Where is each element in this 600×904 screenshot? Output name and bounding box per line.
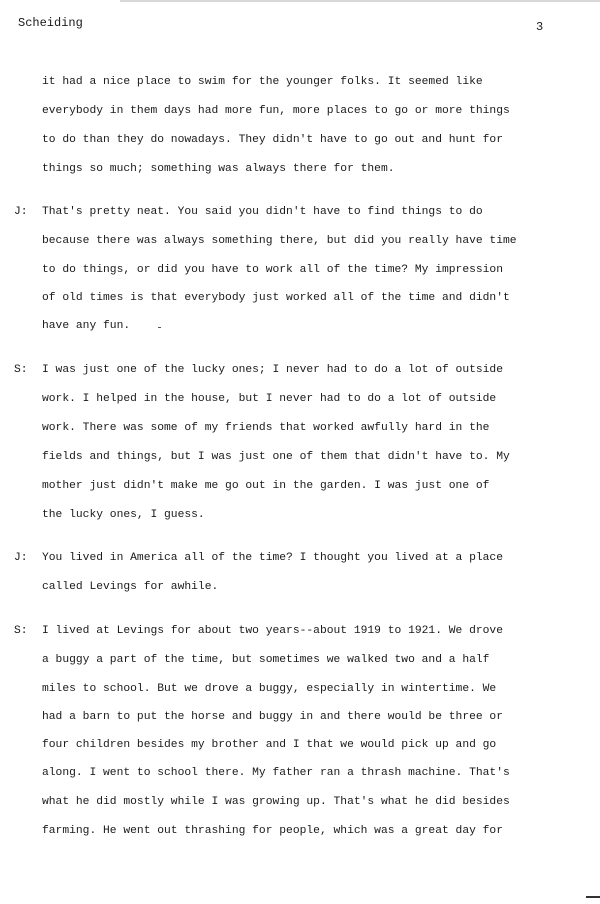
text-line: You lived in America all of the time? I thought you lived at a place [42,552,503,564]
text-line: I lived at Levings for about two years--about 1919 to 1921. We drove [42,625,503,637]
text-line: have any fun. [42,320,131,332]
text-line: That's pretty neat. You said you didn't have to find things to do [42,206,483,218]
text-line: because there was always something there, but did you really have time [42,235,517,247]
speaker-label: J: [14,552,28,564]
text-line: work. There was some of my friends that worked awfully hard in the [42,422,490,434]
scan-top-edge [120,0,600,2]
text-line: things so much; something was always there for them. [42,163,395,175]
text-line: what he did mostly while I was growing up. That's what he did besides [42,796,510,808]
text-line: to do than they do nowadays. They didn't have to go out and hunt for [42,134,503,146]
text-line: work. I helped in the house, but I never had to do a lot of outside [42,393,497,405]
text-line: to do things, or did you have to work all of the time? My impression [42,264,503,276]
text-line: farming. He went out thrashing for people, which was a great day for [42,825,503,837]
text-line: called Levings for awhile. [42,581,219,593]
text-line: I was just one of the lucky ones; I never had to do a lot of outside [42,364,503,376]
text-line: it had a nice place to swim for the younger folks. It seemed like [42,76,483,88]
scan-speck [158,327,161,328]
header-name: Scheiding [18,16,83,30]
text-line: everybody in them days had more fun, more places to go or more things [42,105,510,117]
text-line: fields and things, but I was just one of them that didn't have to. My [42,451,510,463]
text-line: mother just didn't make me go out in the garden. I was just one of [42,480,490,492]
text-line: along. I went to school there. My father ran a thrash machine. That's [42,767,510,779]
text-line: the lucky ones, I guess. [42,509,205,521]
text-line: a buggy a part of the time, but sometimes we walked two and a half [42,654,490,666]
speaker-label: S: [14,625,28,637]
speaker-label: J: [14,206,28,218]
text-line: had a barn to put the horse and buggy in and there would be three or [42,711,503,723]
scan-edge-mark [586,896,600,898]
speaker-label: S: [14,364,28,376]
text-line: miles to school. But we drove a buggy, especially in wintertime. We [42,683,497,695]
text-line: four children besides my brother and I that we would pick up and go [42,739,497,751]
page-number: 3 [536,20,544,34]
text-line: of old times is that everybody just worked all of the time and didn't [42,292,510,304]
